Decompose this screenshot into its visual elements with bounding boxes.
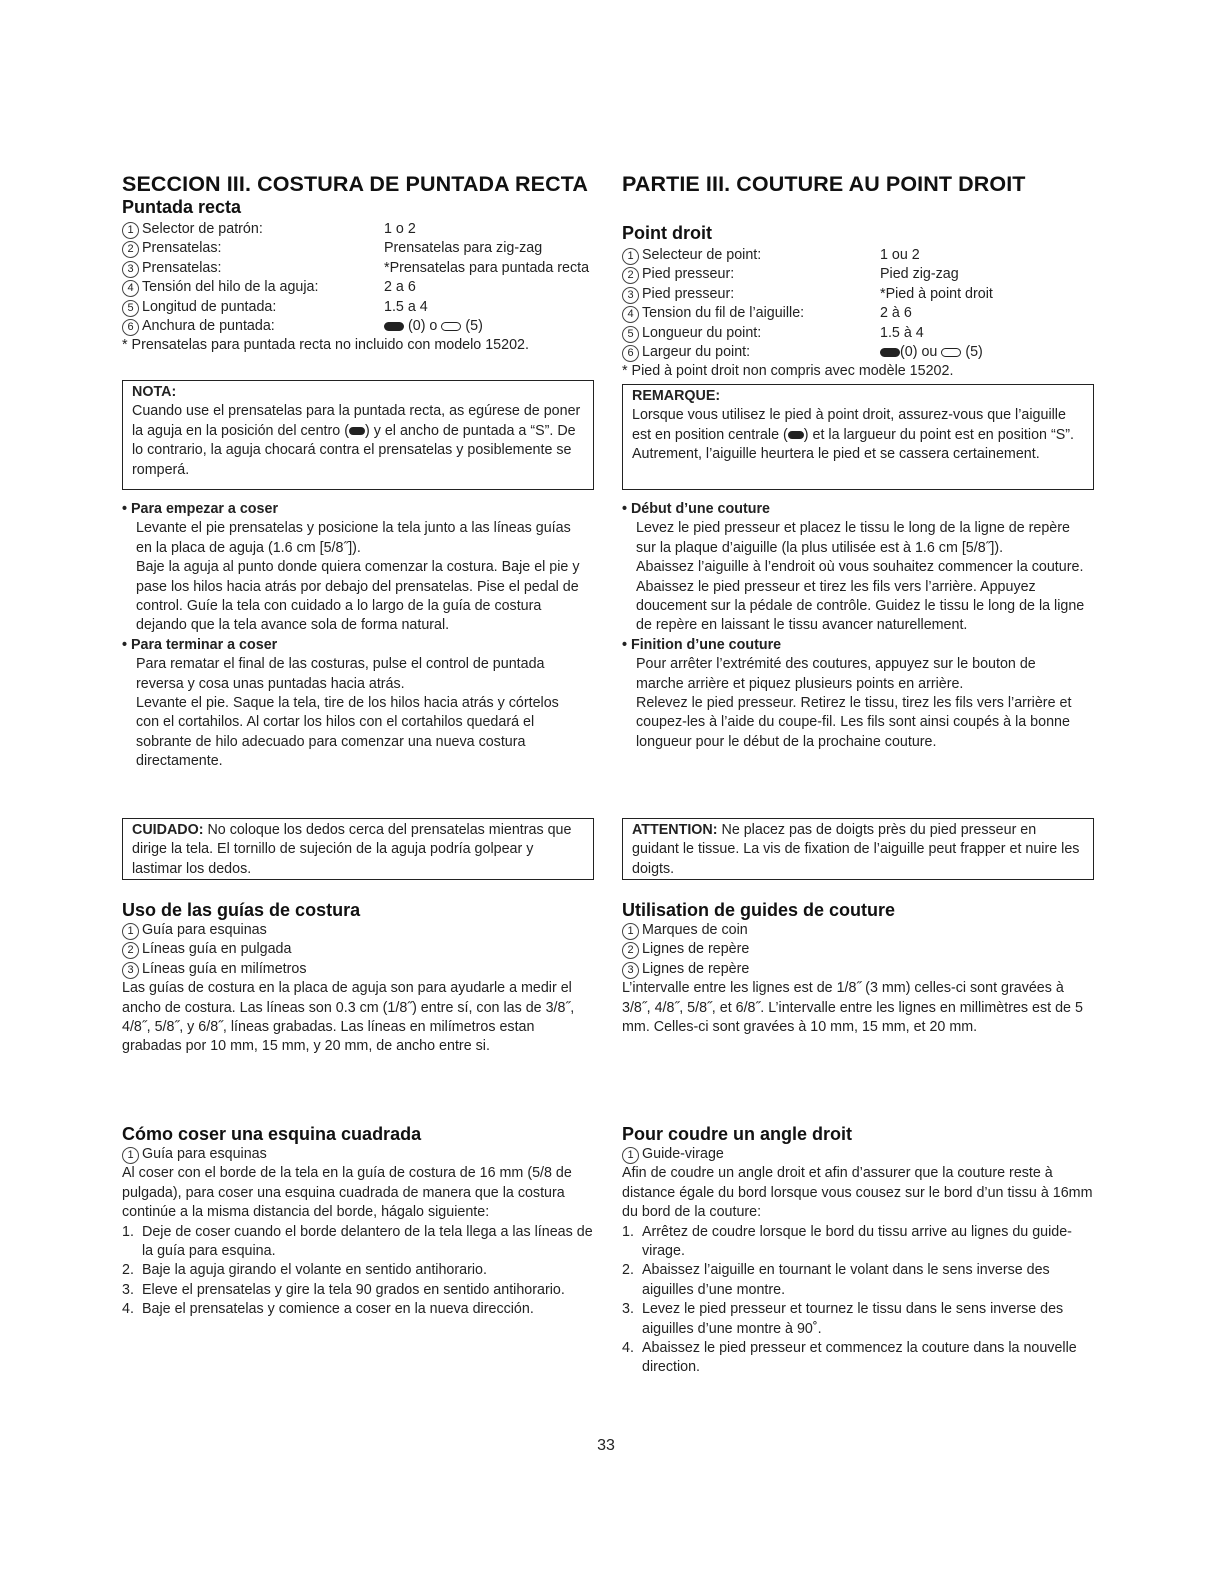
empezar-text: Baje la aguja al punto donde quiera comenzar la costura. Baje el pie y pase los hilos hacia atrás por debajo del prensatelas. Pise el pedal de control. Guíe la tela con cuidado a lo largo de la guía de costura dejando que la tela avance sola de forma natural. — [136, 559, 580, 634]
circled-number: 1 — [122, 222, 139, 239]
point-specs — [622, 246, 1094, 362]
list-item: 1 Guide-virage — [622, 1145, 1094, 1164]
stitch-width-icon — [384, 322, 404, 331]
finition-text: Pour arrêter l’extrémité des coutures, appuyez sur le bouton de marche arrière et piquez plusieurs points en arrière. — [636, 656, 1036, 692]
attention-box — [622, 818, 1094, 880]
stitch-width-icon — [941, 348, 961, 357]
step: 4. Baje el prensatelas y comience a coser en la nueva dirección. — [122, 1301, 534, 1318]
remarque-label: REMARQUE: — [632, 388, 721, 404]
guias-block — [122, 900, 594, 1057]
stitch-width-icon — [880, 348, 900, 357]
terminar-text: Para rematar el final de las costuras, pulse el control de puntada reversa y cosa unas puntadas hacia atrás. — [136, 656, 545, 692]
section-title-fr: PARTIE III. COUTURE AU POINT DROIT — [622, 172, 1026, 196]
spec-value: *Prensatelas para puntada recta — [384, 259, 590, 276]
step: 4. Abaissez le pied presseur et commencez la couture dans la nouvelle direction. — [622, 1340, 1077, 1376]
spec-label: 4 Tensión del hilo de la aguja: — [122, 278, 384, 297]
nota-text: Cuando use el prensatelas para la puntada recta, as egúrese de poner la aguja en la posición del centro ( ) y el ancho de puntada a “S”. De lo contrario, la aguja chocará contra el prensatelas y posiblemente se romperá. — [132, 403, 581, 478]
cuidado-text: CUIDADO: No coloque los dedos cerca del prensatelas mientras que dirige la tela. El tornillo de sujeción de la aguja podría golpear y lastimar los dedos. — [132, 822, 572, 877]
list-item: 3 Líneas guía en milímetros — [122, 960, 594, 979]
spec-label: 3 Pied presseur: — [622, 285, 880, 304]
circled-number: 5 — [622, 326, 639, 343]
circled-number: 5 — [122, 300, 139, 317]
spec-value: 1.5 a 4 — [384, 298, 428, 315]
list-item: 1 Marques de coin — [622, 921, 1094, 940]
spec-value: 2 a 6 — [384, 279, 416, 296]
spec-value: Pied zig-zag — [880, 266, 959, 283]
circled-number: 2 — [122, 241, 139, 258]
guides-block — [622, 900, 1094, 1037]
spec-value: 2 à 6 — [880, 305, 912, 322]
step: 2. Abaissez l’aiguille en tournant le volant dans le sens inverse des aiguilles d’une montre. — [622, 1262, 1050, 1298]
spec-value: 1 ou 2 — [880, 247, 920, 263]
circled-number: 6 — [622, 345, 639, 362]
footnote: * Pied à point droit non compris avec modèle 15202. — [622, 363, 954, 380]
circled-number: 1 — [622, 248, 639, 265]
esquina-text: Al coser con el borde de la tela en la guía de costura de 16 mm (5/8 de pulgada), para coser una esquina cuadrada de manera que la costura continúe a la misma distancia del borde, hágalo siguiente: — [122, 1165, 572, 1221]
remarque-box — [622, 384, 1094, 490]
stitch-width-icon — [441, 322, 461, 331]
circled-number: 2 — [622, 267, 639, 284]
point-droit-block — [622, 223, 1094, 382]
puntada-recta-heading: Puntada recta — [122, 197, 242, 217]
angle-text: Afin de coudre un angle droit et afin d’assurer que la couture reste à distance égale du bord lorsque vous cousez sur le bord d’un tissu à 16mm du bord de la couture: — [622, 1165, 1093, 1221]
spec-label: 2 Prensatelas: — [122, 239, 384, 258]
guides-text: L’intervalle entre les lignes est de 1/8˝ (3 mm) celles-ci sont gravées à 3/8˝, 4/8˝, 5/8˝, et 6/8˝. L’intervalle entre les lignes en millimètres est de 5 mm. Celles-ci sont gravées à 10 mm, 15 mm, et 20 mm. — [622, 980, 1083, 1036]
finition-text: Relevez le pied presseur. Retirez le tissu, tirez les fils vers l’arrière et coupez-les à l’aide du coupe-fil. Les fils sont ainsi coupés à la bonne longueur pour le début de la prochaine couture. — [636, 695, 1072, 750]
list-item: 1 Guía para esquinas — [122, 921, 594, 940]
guias-heading: Uso de las guías de costura — [122, 900, 361, 920]
section-title-es: SECCION III. COSTURA DE PUNTADA RECTA — [122, 172, 588, 196]
esquina-steps — [122, 1223, 594, 1320]
spec-value: *Pied à point droit — [880, 285, 993, 302]
step: 1. Arrêtez de coudre lorsque le bord du tissu arrive au lignes du guide-virage. — [622, 1223, 1072, 1260]
nota-box — [122, 380, 594, 490]
debut-text: Levez le pied presseur et placez le tissu le long de la ligne de repère sur la plaque d’aiguille (la plus utilisée est à 1.6 cm [5/8˝]). — [636, 520, 1070, 556]
esquina-block — [122, 1124, 594, 1320]
spec-value: Prensatelas para zig-zag — [384, 240, 543, 257]
cuidado-box — [122, 818, 594, 880]
spec-label: 5 Longueur du point: — [622, 324, 880, 343]
spec-label: 2 Pied presseur: — [622, 265, 880, 284]
footnote: * Prensatelas para puntada recta no incluido con modelo 15202. — [122, 337, 529, 354]
circled-number: 3 — [122, 261, 139, 278]
circled-number: 6 — [122, 319, 139, 336]
step: 3. Levez le pied presseur et tournez le tissu dans le sens inverse des aiguilles d’une montre à 90˚. — [622, 1301, 1064, 1337]
spec-label: 1 Selecteur de point: — [622, 246, 880, 265]
terminar-text: Levante el pie. Saque la tela, tire de los hilos hacia atrás y córtelos con el cortahilos. Al cortar los hilos con el cortahilos quedará el sobrante de hilo adecuado para comenzar una nueva costura directamente. — [136, 695, 559, 770]
circled-number: 3 — [622, 287, 639, 304]
spec-label: 1 Selector de patrón: — [122, 220, 384, 239]
step: 1. Deje de coser cuando el borde delantero de la tela llega a las líneas de la guía para esquina. — [122, 1223, 593, 1260]
puntada-specs — [122, 220, 594, 336]
list-item: 1 Guía para esquinas — [122, 1145, 594, 1164]
debut-title: • Début d’une couture — [622, 501, 770, 517]
spec-value: 1.5 à 4 — [880, 324, 924, 341]
esquina-heading: Cómo coser una esquina cuadrada — [122, 1124, 422, 1144]
remarque-text: Lorsque vous utilisez le pied à point droit, assurez-vous que l’aiguille est en position centrale ( ) et la largueur du point est en position “S”. Autrement, l’aiguille heurtera le pied et se cassera certainement. — [632, 407, 1074, 463]
spec-value: 1 o 2 — [384, 221, 416, 237]
spec-label: 3 Prensatelas: — [122, 259, 384, 278]
empezar-title: • Para empezar a coser — [122, 501, 279, 517]
spec-label: 4 Tension du fil de l’aiguille: — [622, 304, 880, 323]
point-droit-heading: Point droit — [622, 223, 712, 243]
step: 2. Baje la aguja girando el volante en sentido antihorario. — [122, 1262, 487, 1279]
finition-title: • Finition d’une couture — [622, 636, 782, 653]
spec-value: (0) o (5) — [384, 317, 594, 336]
angle-steps — [622, 1223, 1094, 1378]
empezar-text: Levante el pie prensatelas y posicione la tela junto a las líneas guías en la placa de aguja (1.6 cm [5/8˝]). — [136, 520, 571, 556]
circled-number: 4 — [122, 280, 139, 297]
spec-label: 6 Largeur du point: — [622, 343, 880, 362]
list-item: 3 Lignes de repère — [622, 960, 1094, 979]
angle-block — [622, 1124, 1094, 1378]
page-number: 33 — [597, 1437, 615, 1454]
step: 3. Eleve el prensatelas y gire la tela 90 grados en sentido antihorario. — [122, 1281, 565, 1298]
guides-heading: Utilisation de guides de couture — [622, 900, 896, 920]
puntada-recta-block — [122, 197, 594, 356]
right-section-title — [622, 172, 1026, 197]
center-position-icon — [349, 427, 365, 435]
list-item: 2 Líneas guía en pulgada — [122, 940, 594, 959]
empezar-block — [122, 500, 584, 772]
spec-label: 5 Longitud de puntada: — [122, 298, 384, 317]
spec-value: (0) ou (5) — [880, 343, 1094, 362]
left-section-title — [122, 172, 588, 197]
guias-text: Las guías de costura en la placa de aguja son para ayudarle a medir el ancho de costura. Las líneas son 0.3 cm (1/8˝) entre sí, con las de 3/8˝, 4/8˝, 5/8˝, y 6/8˝, líneas grabadas. Las líneas en milímetros estan grabadas por 10 mm, 15 mm, y 20 mm, de ancho entre si. — [122, 980, 575, 1055]
circled-number: 4 — [622, 306, 639, 323]
terminar-title: • Para terminar a coser — [122, 636, 278, 653]
debut-block — [622, 500, 1086, 752]
nota-label: NOTA: — [132, 384, 177, 400]
spec-label: 6 Anchura de puntada: — [122, 317, 384, 336]
attention-text: ATTENTION: Ne placez pas de doigts près du pied presseur en guidant le tissue. La vis de fixation de l’aiguille peut frapper et nuire les doigts. — [632, 822, 1080, 877]
debut-text: Abaissez l’aiguille à l’endroit où vous souhaitez commencer la couture. Abaissez le pied presseur et tirez les fils vers l’arrière. Appuyez doucement sur la pédale de contrôle. Guidez le tissu le long de la ligne de repère en laissant le tissu avancer naturellement. — [636, 559, 1085, 634]
angle-heading: Pour coudre un angle droit — [622, 1124, 853, 1144]
list-item: 2 Lignes de repère — [622, 940, 1094, 959]
center-position-icon — [788, 431, 804, 439]
